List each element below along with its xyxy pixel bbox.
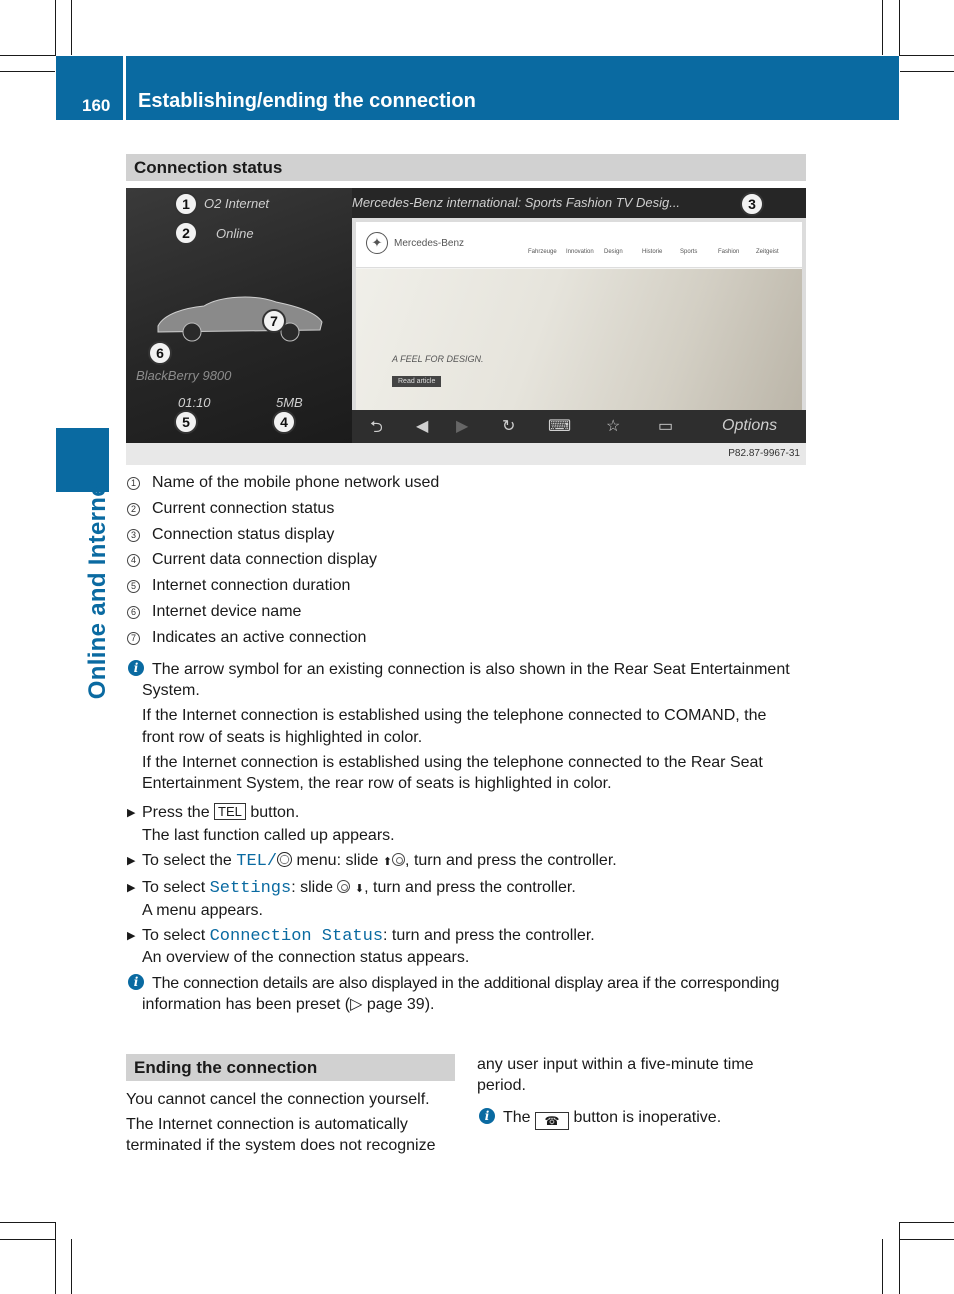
- legend-text: Current data connection display: [152, 551, 378, 568]
- arrow-right-icon: ▶: [456, 418, 469, 435]
- legend-text: Connection status display: [152, 526, 335, 543]
- device-name: BlackBerry 9800: [136, 368, 232, 383]
- menu-name: TEL/: [236, 852, 278, 871]
- legend-item: [126, 575, 350, 597]
- info-paragraph: [503, 1107, 721, 1130]
- step-bullet-icon: ▶: [127, 882, 136, 894]
- step-bullet-icon: ▶: [127, 807, 136, 819]
- legend-number: 3: [127, 529, 140, 542]
- header-divider: [123, 56, 126, 120]
- section-heading-ending-connection: Ending the connection: [126, 1054, 455, 1081]
- nav-item: Sports: [680, 249, 698, 255]
- reload-icon: ↻: [502, 418, 516, 435]
- step-result: The last function called up appears.: [142, 827, 395, 844]
- menu-name: Connection Status: [209, 927, 384, 946]
- end-call-key-icon: ☎: [535, 1112, 569, 1130]
- callout-1: 1: [174, 192, 198, 216]
- arrow-left-icon: ◀: [416, 418, 429, 435]
- crop-mark: [882, 0, 883, 55]
- nav-item: Historie: [642, 249, 663, 255]
- nav-item: Zeitgeist: [756, 249, 779, 255]
- banner-text: A FEEL FOR DESIGN.: [392, 354, 484, 364]
- legend-item: [126, 472, 439, 494]
- step-text: To select: [142, 879, 206, 896]
- crop-mark: [0, 1222, 56, 1223]
- step-select-settings: [142, 877, 576, 900]
- crop-mark: [899, 1222, 900, 1294]
- image-credit: P82.87-9967-31: [728, 448, 800, 459]
- step-text: button.: [250, 804, 300, 821]
- page-number: 160: [82, 96, 111, 115]
- step-bullet-icon: ▶: [127, 855, 136, 867]
- comand-screenshot: [126, 188, 806, 465]
- legend-text: Indicates an active connection: [152, 629, 367, 646]
- crop-mark: [71, 1239, 72, 1294]
- info-line: System.: [142, 682, 200, 699]
- callout-4: 4: [272, 410, 296, 434]
- tel-key-icon: TEL: [214, 803, 246, 820]
- legend-item: [126, 549, 377, 571]
- ending-paragraph: You cannot cancel the connection yourself.: [126, 1091, 430, 1108]
- network-name: O2 Internet: [204, 196, 270, 211]
- info-paragraph: information has been preset (▷ page 39).: [142, 996, 435, 1013]
- figure-footer: [126, 443, 806, 465]
- info-line: If the Internet connection is established using the telephone connected to the Rear Seat: [142, 754, 763, 771]
- info-line: The arrow symbol for an existing connection is also shown in the Rear Seat Entertainment: [152, 661, 790, 678]
- window-icon: ▭: [658, 418, 674, 435]
- web-page: [356, 222, 802, 442]
- nav-item: Fahrzeuge: [528, 249, 557, 255]
- nav-item: Design: [604, 249, 623, 255]
- step-text: , turn and press the controller.: [364, 879, 576, 896]
- info-paragraph: [142, 727, 422, 749]
- globe-icon: [277, 852, 292, 867]
- info-paragraph: [142, 705, 766, 727]
- info-paragraph: [142, 680, 200, 702]
- info-line: If the Internet connection is established using the telephone connected to COMAND, the: [142, 707, 767, 724]
- legend-text: Internet connection duration: [152, 577, 351, 594]
- legend-number: 7: [127, 632, 140, 645]
- info-text: button is inoperative.: [573, 1109, 722, 1126]
- ending-paragraph: period.: [477, 1077, 526, 1094]
- browser-page-heading: Mercedes-Benz international: Sports Fashion TV Desig...: [352, 195, 681, 210]
- crop-mark: [900, 71, 954, 72]
- page-title: Establishing/ending the connection: [138, 90, 476, 112]
- keyboard-icon: ⌨: [548, 418, 572, 435]
- legend-number: 5: [127, 580, 140, 593]
- crop-mark: [899, 55, 954, 56]
- browser-toolbar: [352, 410, 806, 443]
- info-line: front row of seats is highlighted in color.: [142, 729, 423, 746]
- options-label: Options: [722, 417, 778, 434]
- step-select-connection-status: [142, 925, 595, 948]
- connection-status-text: Online: [216, 226, 254, 241]
- legend-text: Name of the mobile phone network used: [152, 474, 440, 491]
- step-text: To select the: [142, 852, 232, 869]
- nav-item: Fashion: [718, 249, 740, 255]
- banner-button: Read article: [392, 376, 441, 387]
- menu-name: Settings: [209, 879, 292, 898]
- info-line: Entertainment System, the rear row of seats is highlighted in color.: [142, 775, 612, 792]
- mercedes-star-icon: ✦: [366, 232, 388, 254]
- ending-paragraph: any user input within a five-minute time: [477, 1056, 754, 1073]
- callout-2: 2: [174, 221, 198, 245]
- back-icon: ⮌: [370, 419, 383, 436]
- legend-number: 4: [127, 554, 140, 567]
- crop-mark: [0, 55, 56, 56]
- step-text: , turn and press the controller.: [405, 852, 617, 869]
- ending-paragraph: terminated if the system does not recognize: [126, 1137, 436, 1154]
- crop-mark: [882, 1239, 883, 1294]
- info-paragraph: [142, 752, 763, 774]
- crop-mark: [71, 0, 72, 55]
- step-text: : slide: [291, 879, 334, 896]
- step-bullet-icon: ▶: [127, 930, 136, 942]
- callout-3: 3: [740, 192, 764, 216]
- callout-5: 5: [174, 410, 198, 434]
- step-text: menu: slide: [296, 852, 379, 869]
- legend-text: Current connection status: [152, 500, 335, 517]
- legend-item: [126, 627, 366, 649]
- crop-mark: [0, 1239, 55, 1240]
- legend-item: [126, 601, 301, 623]
- info-icon: i: [128, 660, 144, 676]
- slide-down-icon: ⬇: [354, 883, 365, 895]
- info-paragraph: [142, 773, 612, 795]
- step-press-tel: [142, 802, 299, 824]
- legend-number: 2: [127, 503, 140, 516]
- crop-mark: [55, 0, 56, 56]
- step-text: Press the: [142, 804, 210, 821]
- callout-6: 6: [148, 341, 172, 365]
- controller-icon: [337, 880, 350, 893]
- car-icon: [154, 288, 326, 342]
- nav-item: Innovation: [566, 249, 594, 255]
- section-heading-connection-status: Connection status: [126, 154, 806, 181]
- web-nav: [356, 222, 802, 268]
- crop-mark: [900, 1239, 954, 1240]
- callout-7: 7: [262, 309, 286, 333]
- crop-mark: [0, 71, 55, 72]
- step-text: : turn and press the controller.: [383, 927, 595, 944]
- controller-icon: [392, 853, 405, 866]
- info-text: The: [503, 1109, 531, 1126]
- ending-paragraph: The Internet connection is automatically: [126, 1116, 408, 1133]
- step-result: A menu appears.: [142, 902, 263, 919]
- crop-mark: [899, 0, 900, 56]
- crop-mark: [55, 1222, 56, 1294]
- favorite-star-icon: ☆: [606, 418, 621, 435]
- step-result: An overview of the connection status appears.: [142, 949, 470, 966]
- step-select-tel-menu: [142, 850, 617, 873]
- legend-item: [126, 498, 334, 520]
- info-icon: i: [479, 1108, 495, 1124]
- info-icon: i: [128, 974, 144, 990]
- step-text: To select: [142, 927, 206, 944]
- info-paragraph: [152, 659, 790, 681]
- chapter-title: Online and Internet: [84, 474, 111, 700]
- brand-name: Mercedes-Benz: [394, 238, 465, 249]
- legend-text: Internet device name: [152, 603, 302, 620]
- info-paragraph: The connection details are also displayed in the additional display area if the corresponding: [152, 975, 780, 992]
- legend-number: 1: [127, 477, 140, 490]
- data-amount-text: 5MB: [276, 395, 303, 410]
- slide-up-icon: ⬆: [382, 856, 393, 868]
- legend-number: 6: [127, 606, 140, 619]
- duration-text: 01:10: [178, 395, 211, 410]
- crop-mark: [899, 1222, 954, 1223]
- legend-item: [126, 524, 334, 546]
